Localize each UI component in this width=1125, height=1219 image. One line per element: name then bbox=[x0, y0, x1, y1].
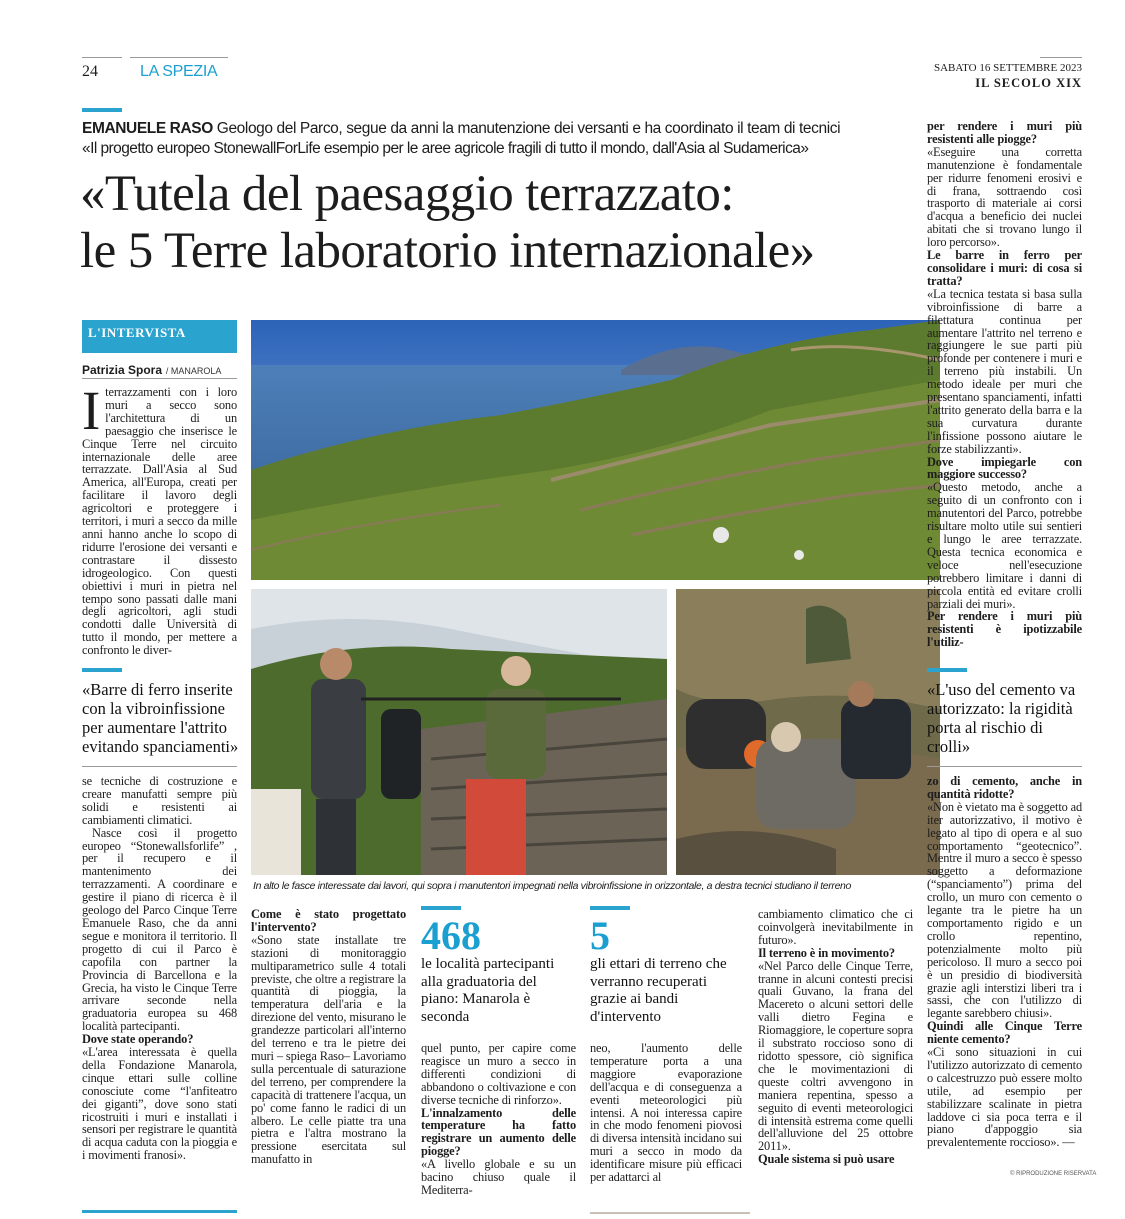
interview-question: Dove impiegarle con maggiore successo? bbox=[927, 454, 1082, 482]
interview-question: L'innalzamento delle temperature ha fatto registrare un aumento delle piogge? bbox=[421, 1105, 576, 1159]
paragraph: «Eseguire una corretta manutenzione è fondamentale per ridurre fenomeni erosivi e di frana, sottraendo così trasporto di materiale ai corsi d'acqua a beneficio dei nuclei abitati che si trovano lungo il loro percorso». bbox=[927, 144, 1082, 250]
copyright-notice: © RIPRODUZIONE RISERVATA bbox=[1010, 1171, 1097, 1177]
header-rule-section bbox=[130, 57, 228, 58]
byline-location: / MANAROLA bbox=[165, 366, 222, 376]
interview-question: Quale sistema si può usare bbox=[758, 1152, 895, 1167]
article-column-1-top bbox=[82, 380, 237, 658]
interview-question: Per rendere i muri più resistenti è ipotizzabile l'utiliz- bbox=[927, 609, 1082, 650]
kicker-text: Geologo del Parco, segue da anni la manutenzione dei versanti e ha coordinato il team di tecnici bbox=[216, 120, 841, 137]
article-column-6-bottom bbox=[927, 775, 1082, 1167]
stat-1-number: 468 bbox=[421, 913, 481, 958]
kicker bbox=[82, 119, 922, 139]
kicker-name: EMANUELE RASO bbox=[82, 120, 213, 137]
article-column-2 bbox=[251, 908, 406, 1180]
stat-2-bar bbox=[590, 906, 630, 910]
paragraph: «A livello globale e su un bacino chiuso quale il Mediterra- bbox=[421, 1157, 576, 1197]
article-column-4 bbox=[590, 1041, 742, 1185]
section-tag-label: L'INTERVISTA bbox=[88, 325, 186, 340]
stat-1-bar bbox=[421, 906, 461, 910]
page-number: 24 bbox=[82, 63, 98, 80]
subhead: «Il progetto europeo StonewallForLife esempio per le aree agricole fragili di tutto il mondo, dall'Asia al Sudamerica» bbox=[82, 140, 809, 157]
stat-2 bbox=[590, 913, 740, 1026]
paragraph: «Sono state installate tre stazioni di monitoraggio multiparametrico sulle 4 totali previste, che oltre a registrare la quantità di pioggia, la temperatura dell'aria e la direzione del vento, misurano le grandezze particolari all'interno del terreno e tra le pietre dei muri – spiega Raso– Lavoriamo sulla percentuale di saturazione del terreno, per comprendere la capacità di trattenere l'acqua, un po' come fanno le radici di un albero. Le celle piatte tra una pietra e l'altra mostrano la pressione esercitata sul manufatto in bbox=[251, 932, 406, 1167]
bottom-rule bbox=[590, 1212, 750, 1214]
byline bbox=[82, 363, 221, 377]
paragraph: «Ci sono situazioni in cui l'utilizzo autorizzato di cemento o calcestruzzo può essere molto utile, ad esempio per stabilizzare scalinate in pietra laddove ci sia poca terra e il piano d'appoggio sia prevalentemente roccioso». — bbox=[927, 1045, 1082, 1150]
paragraph: «L'area interessata è quella della Fondazione Manarola, cinque ettari sulle colline conosciute come “l'anfiteatro dei giganti”, dove sono stati ricostruiti i muri e installati i sensori per registrare le quantità di acqua caduta con la pioggia e i movimenti franosi». bbox=[82, 1045, 237, 1163]
pullquote-left-bar bbox=[82, 668, 122, 672]
stat-2-number: 5 bbox=[590, 913, 610, 958]
header-rule-left bbox=[82, 57, 122, 58]
drop-cap: I bbox=[82, 380, 101, 441]
kicker-accent-bar bbox=[82, 108, 122, 112]
article-column-3 bbox=[421, 1041, 576, 1197]
interview-question: Quindi alle Cinque Terre niente cemento? bbox=[927, 1019, 1082, 1047]
paragraph: «Non è vietato ma è soggetto ad iter autorizzativo, il motivo è legato al tipo di opera e al suo comportamento “geotecnico”. Mentre il muro a secco è spesso soggetto a deformazione (“spanciamento”) prima del crollo, un muro con cemento o legante tra le pietre ha un comportamento rigido e un crollo repentino, potenzialmente molto più pericoloso. Il muro a secco poi è un presidio di biodiversità grazie agli interstizi liberi tra i sassi, che con l'utilizzo di legante sarebbero chiusi». bbox=[927, 799, 1083, 1021]
interview-question: Il terreno è in movimento? bbox=[758, 945, 895, 960]
section-name: LA SPEZIA bbox=[140, 63, 218, 80]
interview-question: Come è stato progettato l'intervento? bbox=[251, 907, 406, 934]
article-column-1-bottom bbox=[82, 775, 237, 1185]
photo-terraced-landscape bbox=[251, 320, 940, 580]
issue-date: SABATO 16 SETTEMBRE 2023 bbox=[933, 62, 1082, 74]
pullquote-right-rule bbox=[927, 766, 1082, 767]
interview-question: per rendere i muri più resistenti alle piogge? bbox=[927, 119, 1082, 146]
paragraph: cambiamento climatico che ci coinvolgerà inevitabilmente in futuro». bbox=[758, 907, 913, 947]
interview-question: Dove state operando? bbox=[82, 1032, 194, 1047]
stat-1 bbox=[421, 913, 576, 1026]
lead-paragraph: terrazzamenti con i loro muri a secco sono l'architettura di un paesaggio che inserisce le Cinque Terre nel circuito internazionale delle aree terrazzate. Dall'Asia al Sud America, all'Europa, creati per facilitare il lavoro degli agricoltori e proteggere i territori, i muri a secco da mille anni hanno anche lo scopo di ridurre l'erosione dei versanti e contrastare il dissesto idrogeologico. Con questi obiettivi i muri in pietra nel tempo sono passati dalle mani degli agricoltori, agli studi condotti dalle Università di tutto il mondo, per mettere a confronto le diver- bbox=[82, 385, 237, 658]
photo-caption: In alto le fasce interessate dai lavori, qui sopra i manutentori impegnati nella vibroinfissione in orizzontale, a destra tecnici studiano il terreno bbox=[253, 880, 852, 892]
pullquote-left-rule bbox=[82, 766, 237, 767]
byline-author: Patrizia Spora bbox=[82, 363, 163, 377]
header-rule-right bbox=[1040, 57, 1082, 58]
pullquote-left: «Barre di ferro inserite con la vibroinfissione per aumentare l'attrito evitando spanciamenti» bbox=[82, 680, 239, 756]
headline-line-1: «Tutela del paesaggio terrazzato: bbox=[80, 166, 734, 222]
article-column-5 bbox=[758, 908, 913, 1180]
paragraph: neo, l'aumento delle temperature porta a una maggiore evaporazione dell'acqua e di conseguenza a eventi meteorologici più intensi. A noi interessa capire in che modo fenomeni piovosi di diversa intensità incidano sui muri a secco in modo da identificare misure più efficaci per adattarci al bbox=[590, 1041, 742, 1185]
paragraph: «La tecnica testata si basa sulla vibroinfissione di barre a filettatura continua per aumentare l'attrito nel terreno e raggiungere le sue parti più profonde per contenere i muri e il terreno più instabili. Un metodo ideale per muri che presentano spanciamenti, infatti l'attrito generato della barra e la sua curvatura durante l'infissione possono aiutare le forze stabilizzanti». bbox=[927, 286, 1082, 456]
stat-1-text: le località partecipanti alla graduatoria del piano: Manarola è seconda bbox=[421, 956, 555, 1025]
pullquote-right: «L'uso del cemento va autorizzato: la rigidità porta al rischio di crolli» bbox=[927, 680, 1076, 756]
paragraph: «Nel Parco delle Cinque Terre, tranne in alcuni contesti precisi quali Guvano, la frana del Macereto o alcuni settori delle valli dietro Fegina e Riomaggiore, le coperture sopra il substrato roccioso sono di ridotto spessore, ciò significa che le movimentazioni di queste coltri avvengono in maniera repentina, spesso a seguito di eventi meteorologici di intensità estrema come quelli dell'alluvione del 25 ottobre 2011». bbox=[758, 958, 913, 1154]
paragraph: «Questo metodo, anche a seguito di un confronto con i manutentori del Parco, potrebbe risultare molto utile sui sentieri e lungo le aree terrazzate. Questa tecnica economica e veloce nell'esecuzione potrebbero limitare i danni di piccola entità ed evitare crolli parziali dei muri». bbox=[927, 480, 1082, 611]
headline-line-2: le 5 Terre laboratorio internazionale» bbox=[80, 223, 815, 279]
pullquote-right-bar bbox=[927, 668, 967, 672]
stat-2-text: gli ettari di terreno che verranno recuperati grazie ai bandi d'intervento bbox=[590, 956, 727, 1025]
headline bbox=[80, 166, 920, 280]
byline-rule bbox=[82, 378, 237, 379]
photo-technicians-soil bbox=[676, 589, 940, 875]
section-tag bbox=[82, 320, 237, 353]
interview-question: zo di cemento, anche in quantità ridotte? bbox=[927, 774, 1082, 801]
paragraph: se tecniche di costruzione e creare manufatti sempre più solidi e resistenti ai cambiamenti climatici. bbox=[82, 774, 237, 827]
masthead: IL SECOLO XIX bbox=[975, 76, 1082, 90]
photo-workers-vibroinfissione bbox=[251, 589, 667, 875]
bottom-accent-bar bbox=[82, 1210, 237, 1213]
paragraph: quel punto, per capire come reagisce un muro a secco in differenti condizioni di abbandono o coltivazione e con diverse tecniche di rinforzo». bbox=[421, 1041, 576, 1107]
paragraph: Nasce così il progetto europeo “Stonewallsforlife” , per il recupero e il mantenimento dei terrazzamenti. A coordinare e gestire il piano di ricerca è il geologo del Parco Cinque Terre Emanuele Raso, che da anni segue e monitora il territorio. Il progetto di cui il Parco è capofila con partner la Provincia di Barcellona e la Grecia, ha visto le Cinque Terre arrivare seconde nella graduatoria europea su 468 località partecipanti. bbox=[82, 825, 237, 1034]
interview-question: Le barre in ferro per consolidare i muri: di cosa si tratta? bbox=[927, 248, 1082, 288]
article-column-6-top bbox=[927, 120, 1082, 658]
